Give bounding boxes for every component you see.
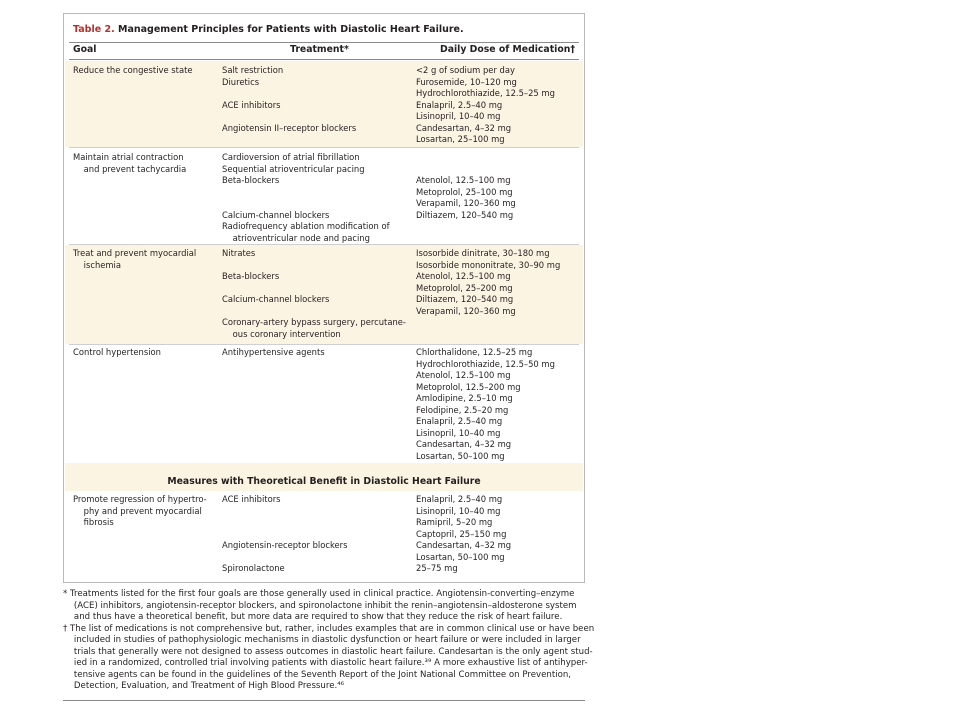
footnote-line: ied in a randomized, controlled trial involving patients with diastolic heart failure.³⁹ A more exhaustive list of antihyper- — [63, 658, 588, 668]
dose-cell: Verapamil, 120–360 mg — [416, 198, 516, 208]
goal-cell: Control hypertension — [73, 347, 161, 357]
dose-cell: Candesartan, 4–32 mg — [416, 122, 512, 133]
dose-cell: Hydrochlorothiazide, 12.5–25 mg — [416, 88, 555, 98]
header-top-rule — [69, 42, 579, 43]
footnote-line: Detection, Evaluation, and Treatment of High Blood Pressure.⁴⁶ — [63, 681, 345, 691]
treatment-cell: Calcium-channel blockers — [222, 294, 330, 304]
goal-cell: Treat and prevent myocardial — [73, 248, 197, 258]
treatment-cell: Beta-blockers — [222, 175, 280, 185]
treatment-cell: Diuretics — [222, 76, 260, 87]
goal-cell: Promote regression of hypertro- — [73, 494, 207, 504]
dose-cell: Metoprolol, 12.5–200 mg — [416, 381, 521, 392]
treatment-cell: Nitrates — [222, 248, 256, 258]
footnote-line: included in studies of pathophysiologic mechanisms in diastolic dysfunction or heart failure or were included in larger — [63, 635, 581, 645]
footnote-line: † The list of medications is not comprehensive but, rather, includes examples that are in common clinical use or have been — [63, 623, 595, 634]
dose-cell: <2 g of sodium per day — [416, 65, 515, 75]
table-title-text: Management Principles for Patients with Diastolic Heart Failure. — [118, 24, 464, 35]
footnote-line: * Treatments listed for the first four goals are those generally used in clinical practice. Angiotensin-converting–enzyme — [63, 589, 575, 599]
treatment-cell: Coronary-artery bypass surgery, percutane- — [222, 317, 406, 327]
treatment-cell: Radiofrequency ablation modification of — [222, 221, 390, 231]
dose-cell: Amlodipine, 2.5–10 mg — [416, 393, 513, 403]
dose-cell: Candesartan, 4–32 mg — [416, 439, 512, 449]
treatment-cell: Calcium-channel blockers — [222, 209, 330, 220]
dose-cell: Metoprolol, 25–200 mg — [416, 282, 513, 293]
footnote-line: and thus have a theoretical benefit, but more data are required to show that they reduce the risk of heart failure. — [63, 612, 563, 622]
goal-cell: ischemia — [73, 259, 122, 270]
dose-cell: Furosemide, 10–120 mg — [416, 76, 517, 87]
dose-cell: Captopril, 25–150 mg — [416, 528, 507, 539]
dose-cell: Losartan, 50–100 mg — [416, 450, 505, 461]
goal-cell: Reduce the congestive state — [73, 65, 193, 75]
dose-cell: Lisinopril, 10–40 mg — [416, 427, 501, 438]
treatment-cell: ACE inhibitors — [222, 494, 281, 504]
dose-cell: Chlorthalidone, 12.5–25 mg — [416, 347, 533, 357]
dose-cell: Lisinopril, 10–40 mg — [416, 505, 501, 516]
dose-cell: Diltiazem, 120–540 mg — [416, 294, 514, 304]
goal-cell: phy and prevent myocardial — [73, 505, 202, 516]
dose-cell: Lisinopril, 10–40 mg — [416, 111, 501, 121]
dose-cell: Atenolol, 12.5–100 mg — [416, 175, 511, 185]
table-label: Table 2. — [73, 24, 115, 35]
dose-cell: Hydrochlorothiazide, 12.5–50 mg — [416, 358, 555, 369]
treatment-cell: Sequential atrioventricular pacing — [222, 163, 365, 174]
measures-heading: Measures with Theoretical Benefit in Diastolic Heart Failure — [167, 476, 481, 487]
dose-cell: Atenolol, 12.5–100 mg — [416, 370, 511, 380]
footnote-line: trials that generally were not designed to assess outcomes in diastolic heart failure. Candesartan is the only agent stud- — [63, 646, 593, 657]
treatment-cell: Spironolactone — [222, 563, 285, 573]
treatment-cell: Salt restriction — [222, 65, 284, 75]
treatment-cell: Cardioversion of atrial fibrillation — [222, 152, 360, 162]
dose-cell: Ramipril, 5–20 mg — [416, 517, 493, 527]
dose-cell: Atenolol, 12.5–100 mg — [416, 271, 511, 281]
treatment-cell: ous coronary intervention — [222, 328, 341, 339]
table-title — [73, 24, 464, 35]
dose-cell: Isosorbide dinitrate, 30–180 mg — [416, 248, 550, 258]
dose-cell: 25–75 mg — [416, 563, 458, 573]
treatment-cell: ACE inhibitors — [222, 99, 281, 110]
goal-cell: and prevent tachycardia — [73, 163, 187, 174]
column-header-treatment: Treatment* — [290, 44, 349, 55]
dose-cell: Enalapril, 2.5–40 mg — [416, 416, 503, 426]
footnote-line: tensive agents can be found in the guidelines of the Seventh Report of the Joint National Committee on Prevention, — [63, 669, 572, 680]
dose-cell: Losartan, 25–100 mg — [416, 134, 505, 144]
goal-cell: Maintain atrial contraction — [73, 152, 184, 162]
dose-cell: Diltiazem, 120–540 mg — [416, 209, 514, 220]
treatment-cell: Beta-blockers — [222, 271, 280, 281]
dose-cell: Isosorbide mononitrate, 30–90 mg — [416, 259, 561, 270]
header-bottom-rule — [69, 59, 579, 60]
dose-cell: Enalapril, 2.5–40 mg — [416, 494, 503, 504]
treatment-cell: Antihypertensive agents — [222, 347, 325, 357]
row-separator — [69, 344, 579, 345]
row-separator — [69, 147, 579, 148]
dose-cell: Felodipine, 2.5–20 mg — [416, 404, 509, 415]
column-header-dose: Daily Dose of Medication† — [440, 44, 575, 55]
dose-cell: Candesartan, 4–32 mg — [416, 540, 512, 550]
dose-cell: Verapamil, 120–360 mg — [416, 305, 516, 316]
treatment-cell: Angiotensin-receptor blockers — [222, 540, 348, 550]
dose-cell: Metoprolol, 25–100 mg — [416, 186, 513, 197]
goal-cell: fibrosis — [73, 517, 114, 527]
column-header-goal: Goal — [73, 44, 97, 55]
table-frame — [63, 13, 585, 583]
treatment-cell: Angiotensin II–receptor blockers — [222, 122, 357, 133]
bottom-rule — [63, 700, 585, 701]
treatment-cell: atrioventricular node and pacing — [222, 232, 370, 243]
dose-cell: Enalapril, 2.5–40 mg — [416, 99, 503, 110]
footnote-line: (ACE) inhibitors, angiotensin-receptor blockers, and spironolactone inhibit the renin–angiotensin–aldosterone system — [63, 600, 577, 611]
dose-cell: Losartan, 50–100 mg — [416, 551, 505, 562]
